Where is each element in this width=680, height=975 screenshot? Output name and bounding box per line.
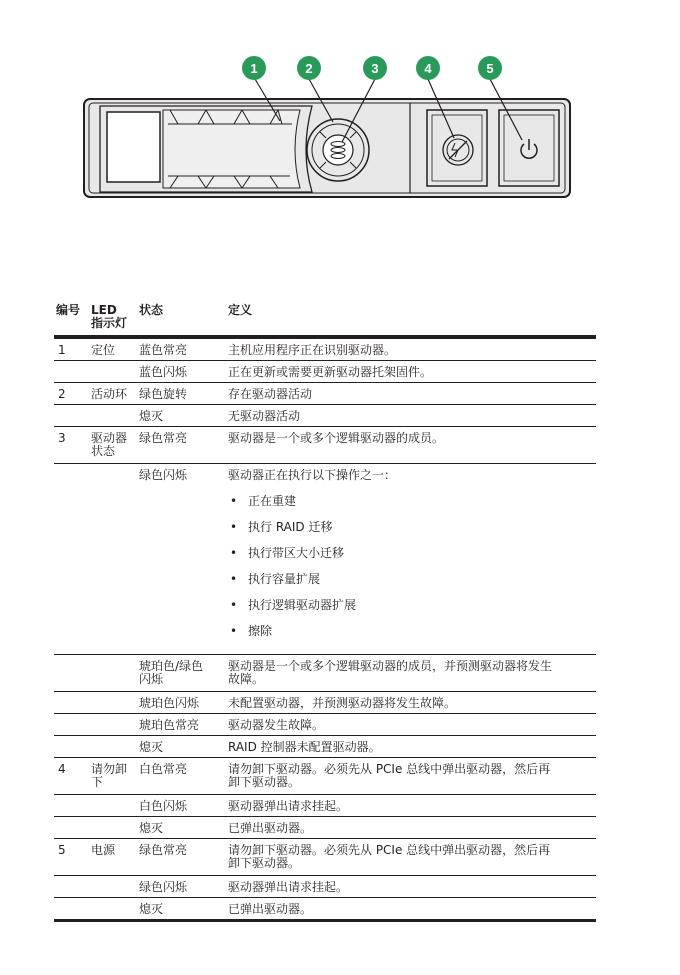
header-definition: 定义 [226,300,596,337]
list-item: • 擦除 [228,625,594,638]
cell-definition: 驱动器是一个或多个逻辑驱动器的成员。 [226,427,596,464]
cell-led [89,795,137,817]
svg-text:4: 4 [424,61,432,76]
header-led: LED 指示灯 [89,300,137,337]
table-row [54,427,596,464]
cell-number [54,817,89,839]
operations-list [228,495,594,638]
svg-text:1: 1 [250,61,258,76]
list-item: • 执行带区大小迁移 [228,547,594,560]
cell-status: 绿色常亮 [137,427,226,464]
cell-led [89,714,137,736]
do-not-remove-button [427,110,487,186]
cell-led [89,464,137,655]
cell-status: 绿色常亮 [137,839,226,876]
table-row [54,361,596,383]
cell-definition: RAID 控制器未配置驱动器。 [226,736,596,758]
table-row [54,758,596,795]
cell-definition: 无驱动器活动 [226,405,596,427]
table-row [54,405,596,427]
cell-definition: 驱动器发生故障。 [226,714,596,736]
callout-4 [416,56,440,80]
cell-number: 1 [54,337,89,361]
cell-status: 绿色旋转 [137,383,226,405]
svg-text:3: 3 [371,61,379,76]
table-row [54,736,596,758]
cell-number [54,361,89,383]
cell-led: 电源 [89,839,137,876]
cell-definition [226,464,596,655]
definition-intro: 驱动器正在执行以下操作之一： [228,468,397,482]
cell-definition: 主机应用程序正在识别驱动器。 [226,337,596,361]
cell-led: 定位 [89,337,137,361]
cell-number [54,876,89,898]
table-row [54,692,596,714]
cell-led [89,736,137,758]
table-row [54,337,596,361]
cell-number [54,692,89,714]
cell-number: 5 [54,839,89,876]
list-item: • 执行 RAID 迁移 [228,521,594,534]
callout-1 [242,56,266,80]
cell-number [54,736,89,758]
cell-number [54,464,89,655]
cell-status: 绿色闪烁 [137,464,226,655]
cell-led [89,876,137,898]
cell-definition: 未配置驱动器，并预测驱动器将发生故障。 [226,692,596,714]
cell-definition: 请勿卸下驱动器。必须先从 PCIe 总线中弹出驱动器，然后再 卸下驱动器。 [226,758,596,795]
cell-led [89,361,137,383]
cell-number: 3 [54,427,89,464]
cell-definition: 正在更新或需要更新驱动器托架固件。 [226,361,596,383]
header-status: 状态 [137,300,226,337]
cell-number: 2 [54,383,89,405]
table-row [54,714,596,736]
cell-status: 熄灭 [137,405,226,427]
do-not-remove-icon [443,135,473,165]
cell-status: 熄灭 [137,898,226,921]
cell-number [54,714,89,736]
cell-led [89,655,137,692]
led-definition-table [54,300,596,922]
cell-status: 蓝色闪烁 [137,361,226,383]
table-header-row [54,300,596,337]
cell-status: 琥珀色闪烁 [137,692,226,714]
cell-status: 白色常亮 [137,758,226,795]
drive-carrier-diagram [0,0,680,230]
cell-definition: 驱动器是一个或多个逻辑驱动器的成员，并预测驱动器将发生 故障。 [226,655,596,692]
table-row [54,464,596,655]
svg-text:5: 5 [486,61,494,76]
cell-status: 绿色闪烁 [137,876,226,898]
cell-led: 请勿卸 下 [89,758,137,795]
callout-3 [363,56,387,80]
activity-ring-led [307,119,369,181]
cell-status: 熄灭 [137,736,226,758]
cell-led [89,405,137,427]
list-item: • 执行逻辑驱动器扩展 [228,599,594,612]
cell-status: 琥珀色常亮 [137,714,226,736]
callout-5 [478,56,502,80]
cell-number [54,655,89,692]
cell-led: 驱动器 状态 [89,427,137,464]
svg-text:2: 2 [305,61,313,76]
table-row [54,655,596,692]
cell-definition: 驱动器弹出请求挂起。 [226,876,596,898]
header-number: 编号 [54,300,89,337]
table-row [54,383,596,405]
table-row [54,839,596,876]
cell-led: 活动环 [89,383,137,405]
cell-definition: 驱动器弹出请求挂起。 [226,795,596,817]
cell-led [89,817,137,839]
cell-status: 蓝色常亮 [137,337,226,361]
cell-definition: 存在驱动器活动 [226,383,596,405]
cell-number [54,405,89,427]
cell-led [89,898,137,921]
cell-led [89,692,137,714]
table-row [54,898,596,921]
cell-definition: 已弹出驱动器。 [226,898,596,921]
cell-definition: 请勿卸下驱动器。必须先从 PCIe 总线中弹出驱动器，然后再 卸下驱动器。 [226,839,596,876]
cell-definition: 已弹出驱动器。 [226,817,596,839]
table-row [54,817,596,839]
callout-2 [297,56,321,80]
cell-status: 熄灭 [137,817,226,839]
cell-number: 4 [54,758,89,795]
list-item: • 执行容量扩展 [228,573,594,586]
cell-status: 白色闪烁 [137,795,226,817]
cell-number [54,898,89,921]
list-item: • 正在重建 [228,495,594,508]
table-row [54,795,596,817]
table-row [54,876,596,898]
cell-status: 琥珀色/绿色 闪烁 [137,655,226,692]
cell-number [54,795,89,817]
